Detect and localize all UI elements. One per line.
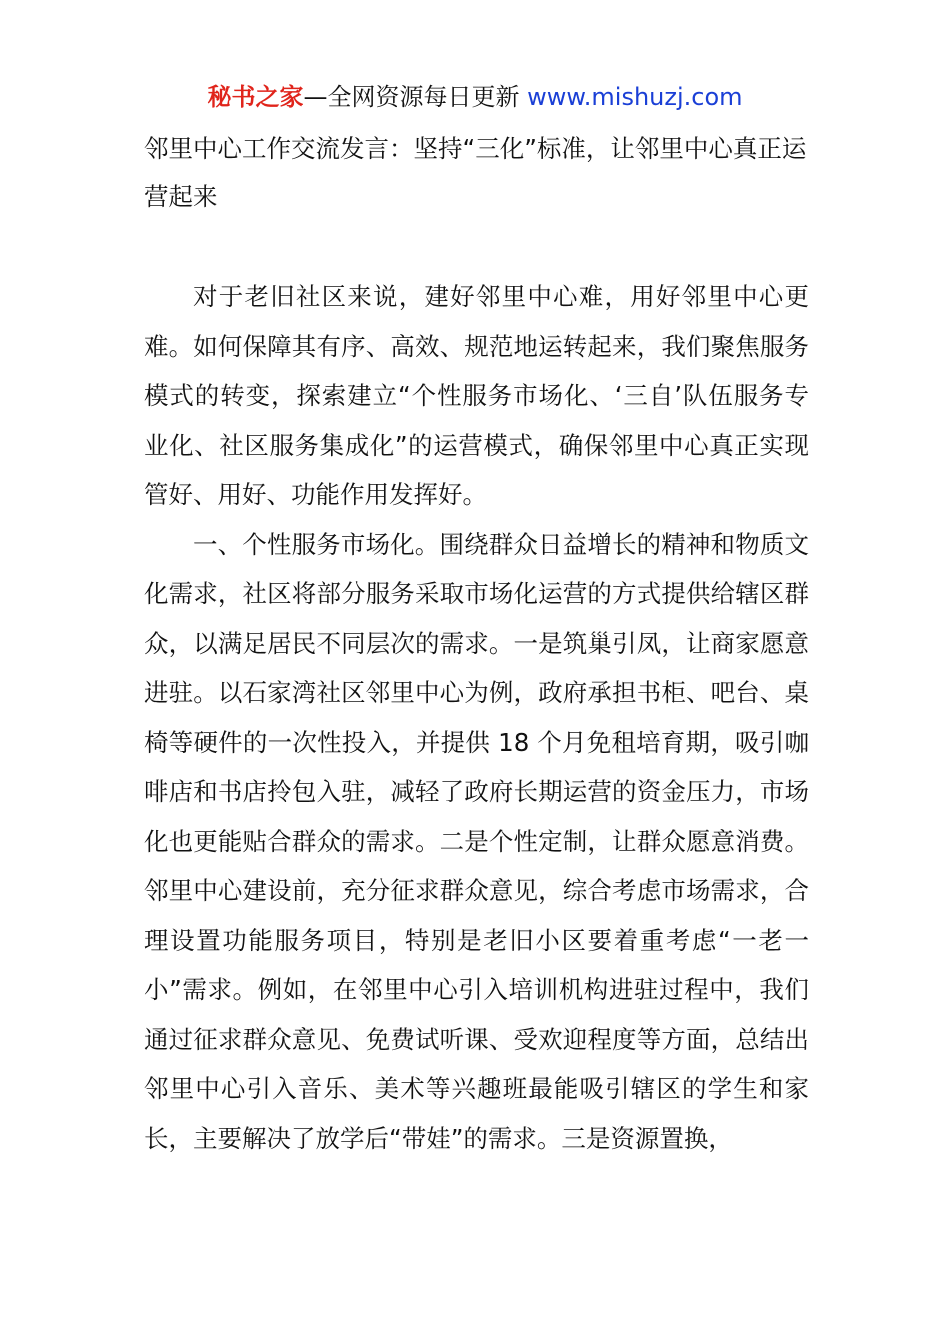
paragraph-intro: 对于老旧社区来说，建好邻里中心难，用好邻里中心更难。如何保障其有序、高效、规范地运转起来，我们聚焦服务模式的转变，探索建立“个性服务市场化、‘三自’队伍服务专业化、社区服务集成化”的运营模式，确保邻里中心真正实现管好、用好、功能作用发挥好。 <box>144 282 810 509</box>
paragraph-section-one: 一、个性服务市场化。围绕群众日益增长的精神和物质文化需求，社区将部分服务采取市场化运营的方式提供给辖区群众，以满足居民不同层次的需求。一是筑巢引凤，让商家愿意进驻。以石家湾社区邻里中心为例，政府承担书柜、吧台、桌椅等硬件的一次性投入，并提供 18 个月免租培育期，吸引咖啡店和书店拎包入驻，减轻了政府长期运营的资金压力，市场化也更能贴合群众的需求。二是个性定制，让群众愿意消费。邻里中心建设前，充分征求群众意见，综合考虑市场需求，合理设置功能服务项目，特别是老旧小区要着重考虑“一老一小”需求。例如，在邻里中心引入培训机构进驻过程中，我们通过征求群众意见、免费试听课、受欢迎程度等方面，总结出邻里中心引入音乐、美术等兴趣班最能吸引辖区的学生和家长，主要解决了放学后“带娃”的需求。三是资源置换， <box>144 529 809 1153</box>
site-url-link[interactable]: www.mishuzj.com <box>527 83 743 111</box>
document-body <box>144 272 809 1163</box>
site-tagline: —全网资源每日更新 <box>303 83 528 111</box>
site-brand: 秘书之家 <box>207 83 304 111</box>
document-title: 邻里中心工作交流发言：坚持“三化”标准，让邻里中心真正运营起来 <box>144 134 807 211</box>
site-header <box>0 80 950 114</box>
